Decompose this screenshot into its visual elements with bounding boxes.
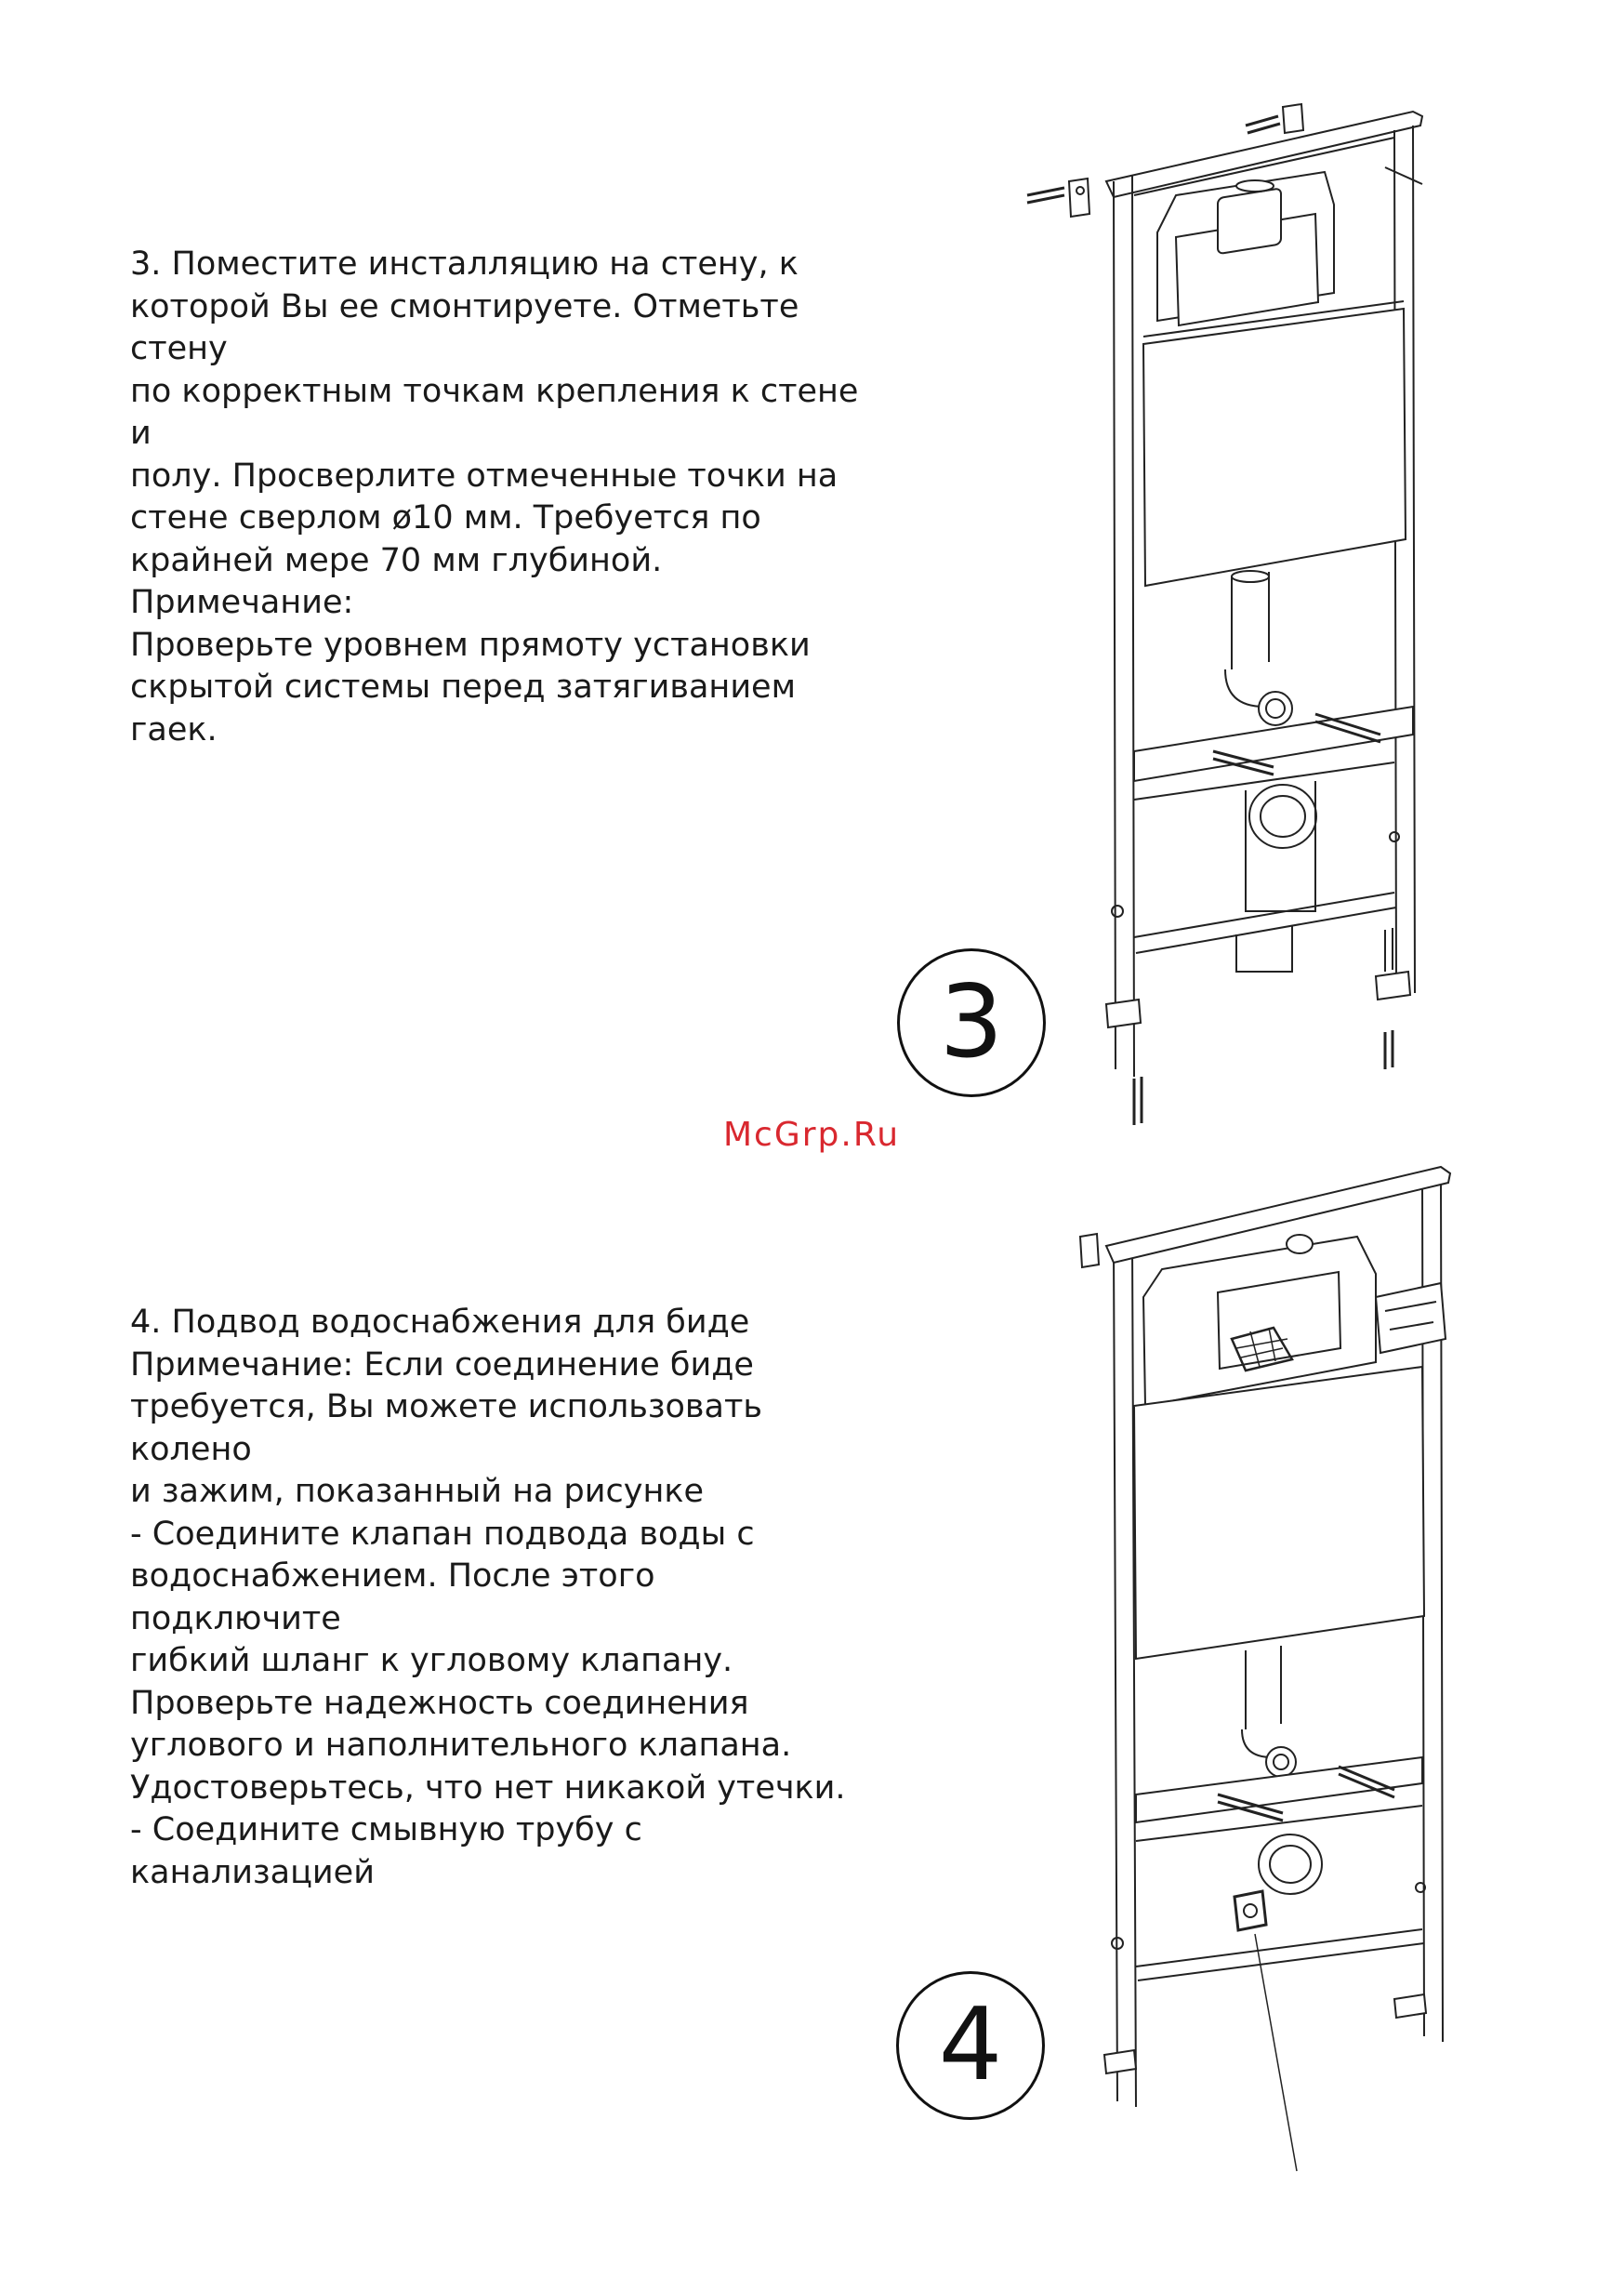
step-4-number-badge: 4 [896,1971,1045,2120]
watermark: McGrp.Ru [723,1116,901,1154]
step-3-line: скрытой системы перед затягиванием гаек. [130,669,796,748]
step-4-line: Примечание: Если соединение биде [130,1345,754,1384]
step-4-line: требуется, Вы можете использовать колено [130,1388,763,1468]
step-4-line: водоснабжением. После этого подключите [130,1557,655,1637]
step-3-instructions [130,244,874,751]
step-4-line: 4. Подвод водоснабжения для биде [130,1304,750,1341]
step-3-number-badge: 3 [897,948,1046,1097]
step-4-line: Проверьте надежность соединения [130,1684,749,1722]
step-3-line: стене сверлом ø10 мм. Требуется по [130,499,761,536]
step-3-line: по корректным точкам крепления к стене и [130,372,859,452]
step-4-instructions [130,1302,874,1894]
installation-frame-drawing-step-4 [1069,1162,1459,2189]
step-4-line: - Соедините смывную трубу с канализацией [130,1811,642,1891]
installation-frame-drawing-step-3 [1013,93,1441,1147]
step-4-line: - Соедините клапан подвода воды с [130,1515,755,1553]
step-4-line: углового и наполнительного клапана. [130,1727,792,1764]
step-4-line: гибкий шланг к угловому клапану. [130,1642,733,1679]
step-4-line: и зажим, показанный на рисунке [130,1473,705,1510]
step-3-line: Проверьте уровнем прямоту установки [130,626,811,664]
step-3-line: 3. Поместите инсталляцию на стену, к [130,245,799,283]
step-3-line: крайней мере 70 мм глубиной. Примечание: [130,541,663,621]
step-3-line: полу. Просверлите отмеченные точки на [130,457,838,495]
step-3-line: которой Вы ее смонтируете. Отметьте стену [130,287,799,367]
step-4-line: Удостоверьтесь, что нет никакой утечки. [130,1768,846,1807]
